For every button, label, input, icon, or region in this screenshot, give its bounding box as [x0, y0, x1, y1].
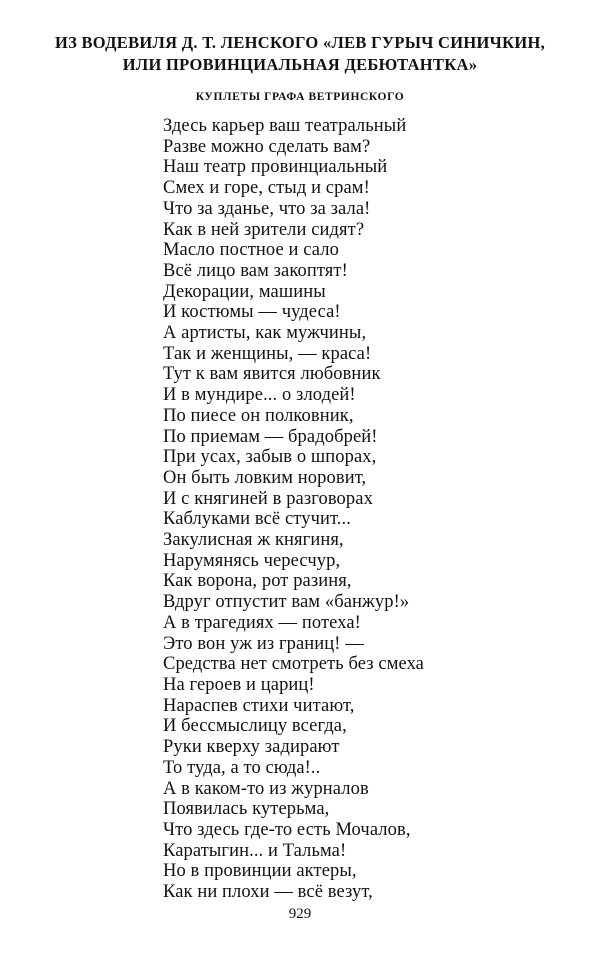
poem-line: Декорации, машины: [163, 281, 326, 302]
poem-line: На героев и цариц!: [163, 674, 315, 695]
poem-line: Что здесь где-то есть Мочалов,: [163, 819, 411, 840]
poem-line: Закулисная ж княгиня,: [163, 530, 344, 551]
poem-line: При усах, забыв о шпорах,: [163, 447, 377, 468]
page-title: [0, 32, 600, 76]
poem-line: Вдруг отпустит вам «банжур!»: [163, 592, 410, 613]
poem-line: Здесь карьер ваш театральный: [163, 116, 407, 136]
poem-line: И в мундире... о злодей!: [163, 385, 356, 406]
poem-line: А в каком-то из журналов: [163, 778, 369, 799]
title-line-2: ИЛИ ПРОВИНЦИАЛЬНАЯ ДЕБЮТАНТКА»: [122, 55, 478, 74]
poem-line: По пиесе он полковник,: [163, 405, 354, 426]
poem-line: По приемам — брадобрей!: [163, 426, 378, 447]
poem-line: И с княгиней в разговорах: [163, 488, 373, 509]
poem-text: [163, 116, 543, 903]
poem-line: Он быть ловким норовит,: [163, 467, 367, 488]
poem-line: Как ворона, рот разиня,: [163, 571, 352, 592]
poem-line: Каблуками всё стучит...: [163, 509, 351, 530]
poem-line: Что за зданье, что за зала!: [163, 198, 371, 219]
poem-line: Это вон уж из границ! —: [163, 633, 364, 654]
poem-line: Как ни плохи — всё везут,: [163, 882, 373, 903]
poem-line: Как в ней зрители сидят?: [163, 219, 365, 240]
poem-line: Руки кверху задирают: [163, 737, 340, 758]
poem-line: А артисты, как мужчины,: [163, 323, 367, 344]
poem-line: Нараспев стихи читают,: [163, 695, 355, 716]
poem-line: Средства нет смотреть без смеха: [163, 654, 424, 675]
poem-line: Разве можно сделать вам?: [163, 136, 371, 157]
poem-line: И костюмы — чудеса!: [163, 302, 341, 323]
poem-line: То туда, а то сюда!..: [163, 757, 321, 778]
poem-line: Так и женщины, — краса!: [163, 343, 372, 364]
poem-line: Нарумянясь чересчур,: [163, 550, 341, 571]
poem-line: Масло постное и сало: [163, 240, 339, 261]
poem-line: Но в провинции актеры,: [163, 861, 357, 882]
poem-line: Тут к вам явится любовник: [163, 364, 381, 385]
poem-line: Каратыгин... и Тальма!: [163, 840, 347, 861]
poem-line: Появилась кутерьма,: [163, 799, 330, 820]
title-line-1: ИЗ ВОДЕВИЛЯ Д. Т. ЛЕНСКОГО «ЛЕВ ГУРЫЧ СИНИЧКИН,: [54, 33, 546, 52]
poem-line: И бессмыслицу всегда,: [163, 716, 347, 737]
section-subtitle: КУПЛЕТЫ ГРАФА ВЕТРИНСКОГО: [195, 91, 405, 103]
poem-line: Наш театр провинциальный: [163, 157, 388, 178]
poem-line: Смех и горе, стыд и срам!: [163, 178, 370, 199]
poem-line: Всё лицо вам закоптят!: [163, 260, 348, 281]
page-number: 929: [288, 906, 312, 922]
poem-line: А в трагедиях — потеха!: [163, 612, 361, 633]
